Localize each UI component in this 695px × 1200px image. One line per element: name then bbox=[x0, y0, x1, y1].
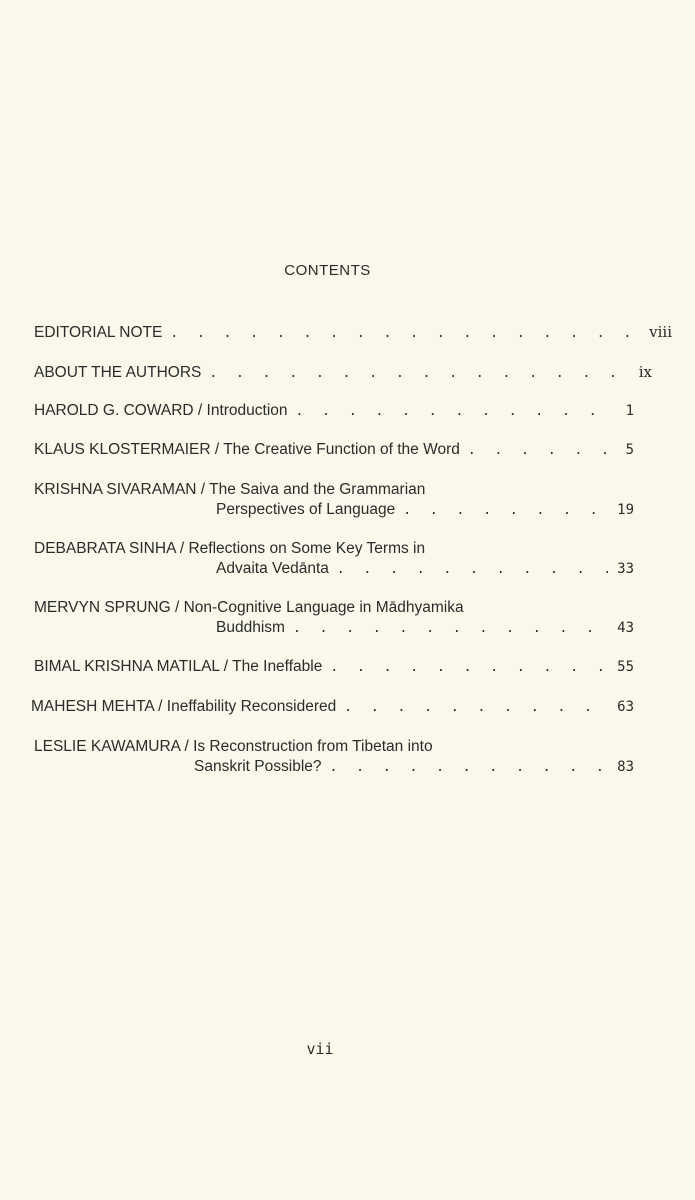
toc-entry-title-continued: Perspectives of Language bbox=[216, 501, 396, 518]
toc-page-number: 5 bbox=[625, 442, 634, 458]
toc-page-number: 55 bbox=[617, 659, 634, 675]
toc-entry-title-continued: Sanskrit Possible? bbox=[194, 758, 322, 775]
toc-page-number: 33 bbox=[617, 561, 634, 577]
toc-page-number: 1 bbox=[625, 403, 634, 419]
toc-entry-mehta[interactable] bbox=[31, 697, 634, 718]
contents-heading: CONTENTS bbox=[284, 262, 371, 279]
dot-leader bbox=[293, 619, 608, 639]
toc-entry-title: KRISHNA SIVARAMAN / The Saiva and the Grammarian bbox=[34, 481, 426, 498]
toc-entry-matilal[interactable] bbox=[34, 657, 634, 678]
toc-entry-title: LESLIE KAWAMURA / Is Reconstruction from Tibetan into bbox=[34, 738, 433, 755]
dot-leader bbox=[296, 402, 608, 422]
toc-entry-title: EDITORIAL NOTE bbox=[34, 324, 163, 341]
toc-entry-title: BIMAL KRISHNA MATILAL / The Ineffable bbox=[34, 658, 323, 675]
dot-leader bbox=[330, 758, 608, 778]
toc-entry-title: MERVYN SPRUNG / Non-Cognitive Language in Mādhyamika bbox=[34, 599, 464, 616]
toc-entry-title: MAHESH MEHTA / Ineffability Reconsidered bbox=[31, 698, 337, 715]
toc-entry-sinha[interactable] bbox=[34, 539, 634, 580]
toc-page-number: 43 bbox=[617, 620, 634, 636]
toc-entry-coward[interactable] bbox=[34, 401, 634, 422]
dot-leader bbox=[468, 441, 608, 461]
toc-entry-kawamura[interactable] bbox=[34, 737, 634, 778]
toc-entry-sprung[interactable] bbox=[34, 598, 634, 639]
toc-entry-title: ABOUT THE AUTHORS bbox=[34, 364, 202, 381]
dot-leader bbox=[209, 364, 626, 384]
page-folio-number: vii bbox=[306, 1040, 334, 1058]
toc-page-number: ix bbox=[638, 363, 652, 381]
dot-leader bbox=[330, 658, 608, 678]
toc-entry-about-the-authors[interactable] bbox=[34, 362, 652, 384]
dot-leader bbox=[403, 501, 608, 521]
toc-entry-title-continued: Advaita Vedānta bbox=[216, 560, 329, 577]
toc-entry-title: HAROLD G. COWARD / Introduction bbox=[34, 402, 288, 419]
toc-page-number: 63 bbox=[617, 699, 634, 715]
toc-entry-klostermaier[interactable] bbox=[34, 440, 634, 461]
dot-leader bbox=[344, 698, 608, 718]
toc-page-number: 83 bbox=[617, 759, 634, 775]
toc-entry-editorial-note[interactable] bbox=[34, 322, 672, 344]
toc-entry-title: DEBABRATA SINHA / Reflections on Some Key Terms in bbox=[34, 540, 426, 557]
dot-leader bbox=[337, 560, 608, 580]
toc-page-number: viii bbox=[649, 323, 672, 341]
toc-entry-sivaraman[interactable] bbox=[34, 480, 634, 521]
toc-entry-title: KLAUS KLOSTERMAIER / The Creative Function of the Word bbox=[34, 441, 460, 458]
dot-leader bbox=[170, 324, 643, 344]
toc-page-number: 19 bbox=[617, 502, 634, 518]
toc-entry-title-continued: Buddhism bbox=[216, 619, 285, 636]
